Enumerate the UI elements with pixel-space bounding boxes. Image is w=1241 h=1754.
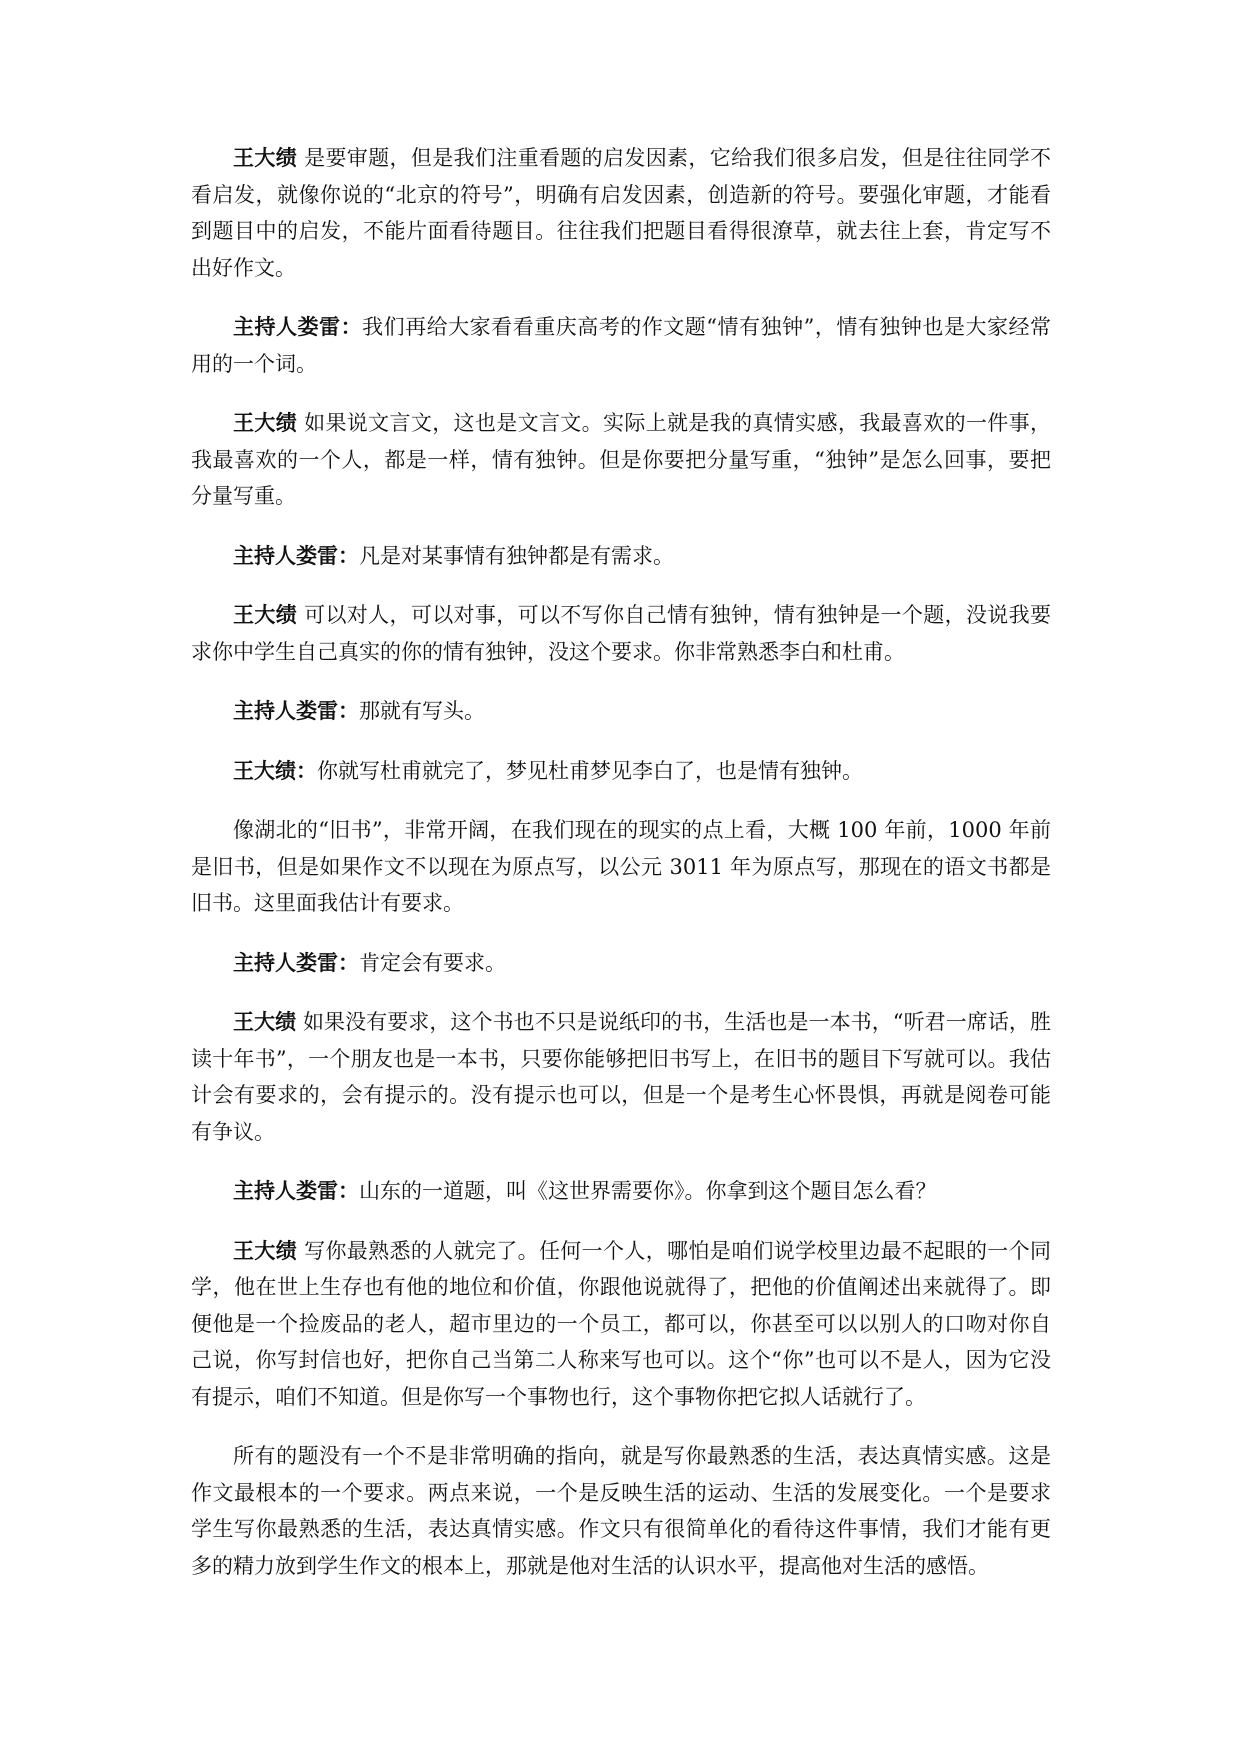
paragraph-text: 写你最熟悉的人就完了。任何一个人，哪怕是咱们说学校里边最不起眼的一个同学，他在世上生存也有他的地位和价值，你跟他说就得了，把他的价值阐述出来就得了。即便他是一个捡废品的老人，超市里边的一个员工，都可以，你甚至可以以别人的口吻对你自己说，你写封信也好，把你自己当第二人称来写也可以。这个“你”也可以不是人，因为它没有提示，咱们不知道。但是你写一个事物也行，这个事物你把它拟人话就行了。 xyxy=(191,1238,1052,1409)
paragraph-4 xyxy=(191,538,1051,575)
paragraph-text: 所有的题没有一个不是非常明确的指向，就是写你最熟悉的生活，表达真情实感。这是作文最根本的一个要求。两点来说，一个是反映生活的运动、生活的发展变化。一个是要求学生写你最熟悉的生活，表达真情实感。作文只有很简单化的看待这件事情，我们才能有更多的精力放到学生作文的根本上，那就是他对生活的认识水平，提高他对生活的感悟。 xyxy=(191,1444,1051,1578)
paragraph-3 xyxy=(191,405,1051,515)
paragraph-10 xyxy=(191,1004,1051,1150)
speaker-label: 主持人娄雷： xyxy=(233,315,363,339)
speaker-label: 王大绩 xyxy=(233,146,298,170)
paragraph-text: 你就写杜甫就完了，梦见杜甫梦见李白了，也是情有独钟。 xyxy=(317,758,863,783)
paragraph-text: 是要审题，但是我们注重看题的启发因素，它给我们很多启发，但是往往同学不看启发，就像你说的“北京的符号”，明确有启发因素，创造新的符号。要强化审题，才能看到题目中的启发，不能片面看待题目。往往我们把题目看得很潦草，就去往上套，肯定写不出好作文。 xyxy=(191,146,1052,280)
paragraph-text: 如果说文言文，这也是文言文。实际上就是我的真情实感，我最喜欢的一件事，我最喜欢的一个人，都是一样，情有独钟。但是你要把分量写重，“独钟”是怎么回事，要把分量写重。 xyxy=(191,411,1052,508)
paragraph-1 xyxy=(191,140,1051,286)
speaker-label: 王大绩 xyxy=(233,1010,297,1034)
speaker-label: 王大绩 xyxy=(233,411,298,435)
paragraph-12 xyxy=(191,1233,1051,1416)
document-page xyxy=(191,140,1051,1607)
speaker-label: 王大绩： xyxy=(233,758,317,783)
paragraph-text: 肯定会有要求。 xyxy=(359,950,506,975)
speaker-label: 主持人娄雷： xyxy=(233,1179,359,1203)
paragraph-text: 可以对人，可以对事，可以不写你自己情有独钟，情有独钟是一个题，没说我要求你中学生自己真实的你的情有独钟，没这个要求。你非常熟悉李白和杜甫。 xyxy=(191,603,1052,664)
paragraph-9 xyxy=(191,945,1051,982)
speaker-label: 王大绩 xyxy=(233,1238,298,1263)
paragraph-5 xyxy=(191,597,1051,670)
speaker-label: 王大绩 xyxy=(233,603,298,627)
paragraph-2 xyxy=(191,309,1051,382)
paragraph-6 xyxy=(191,693,1051,730)
paragraph-text: 凡是对某事情有独钟都是有需求。 xyxy=(359,543,674,568)
paragraph-text: 山东的一道题，叫《这世界需要你》。你拿到这个题目怎么看？ xyxy=(359,1179,937,1203)
speaker-label: 主持人娄雷： xyxy=(233,543,359,568)
paragraph-text: 我们再给大家看看重庆高考的作文题“情有独钟”，情有独钟也是大家经常用的一个词。 xyxy=(191,315,1051,376)
paragraph-13 xyxy=(191,1438,1051,1584)
speaker-label: 主持人娄雷： xyxy=(233,950,359,975)
paragraph-8 xyxy=(191,812,1051,922)
paragraph-text: 像湖北的“旧书”，非常开阔，在我们现在的现实的点上看，大概 100 年前，1000 年前是旧书，但是如果作文不以现在为原点写，以公元 3011 年为原点写，那现在的语文书都是旧书。这里面我估计有要求。 xyxy=(191,818,1051,915)
paragraph-text: 那就有写头。 xyxy=(359,699,485,723)
paragraph-text: 如果没有要求，这个书也不只是说纸印的书，生活也是一本书，“听君一席话，胜读十年书”，一个朋友也是一本书，只要你能够把旧书写上，在旧书的题目下写就可以。我估计会有要求的，会有提示的。没有提示也可以，但是一个是考生心怀畏惧，再就是阅卷可能有争议。 xyxy=(191,1010,1051,1144)
speaker-label: 主持人娄雷： xyxy=(233,699,359,723)
paragraph-7 xyxy=(191,753,1051,790)
paragraph-11 xyxy=(191,1173,1051,1210)
